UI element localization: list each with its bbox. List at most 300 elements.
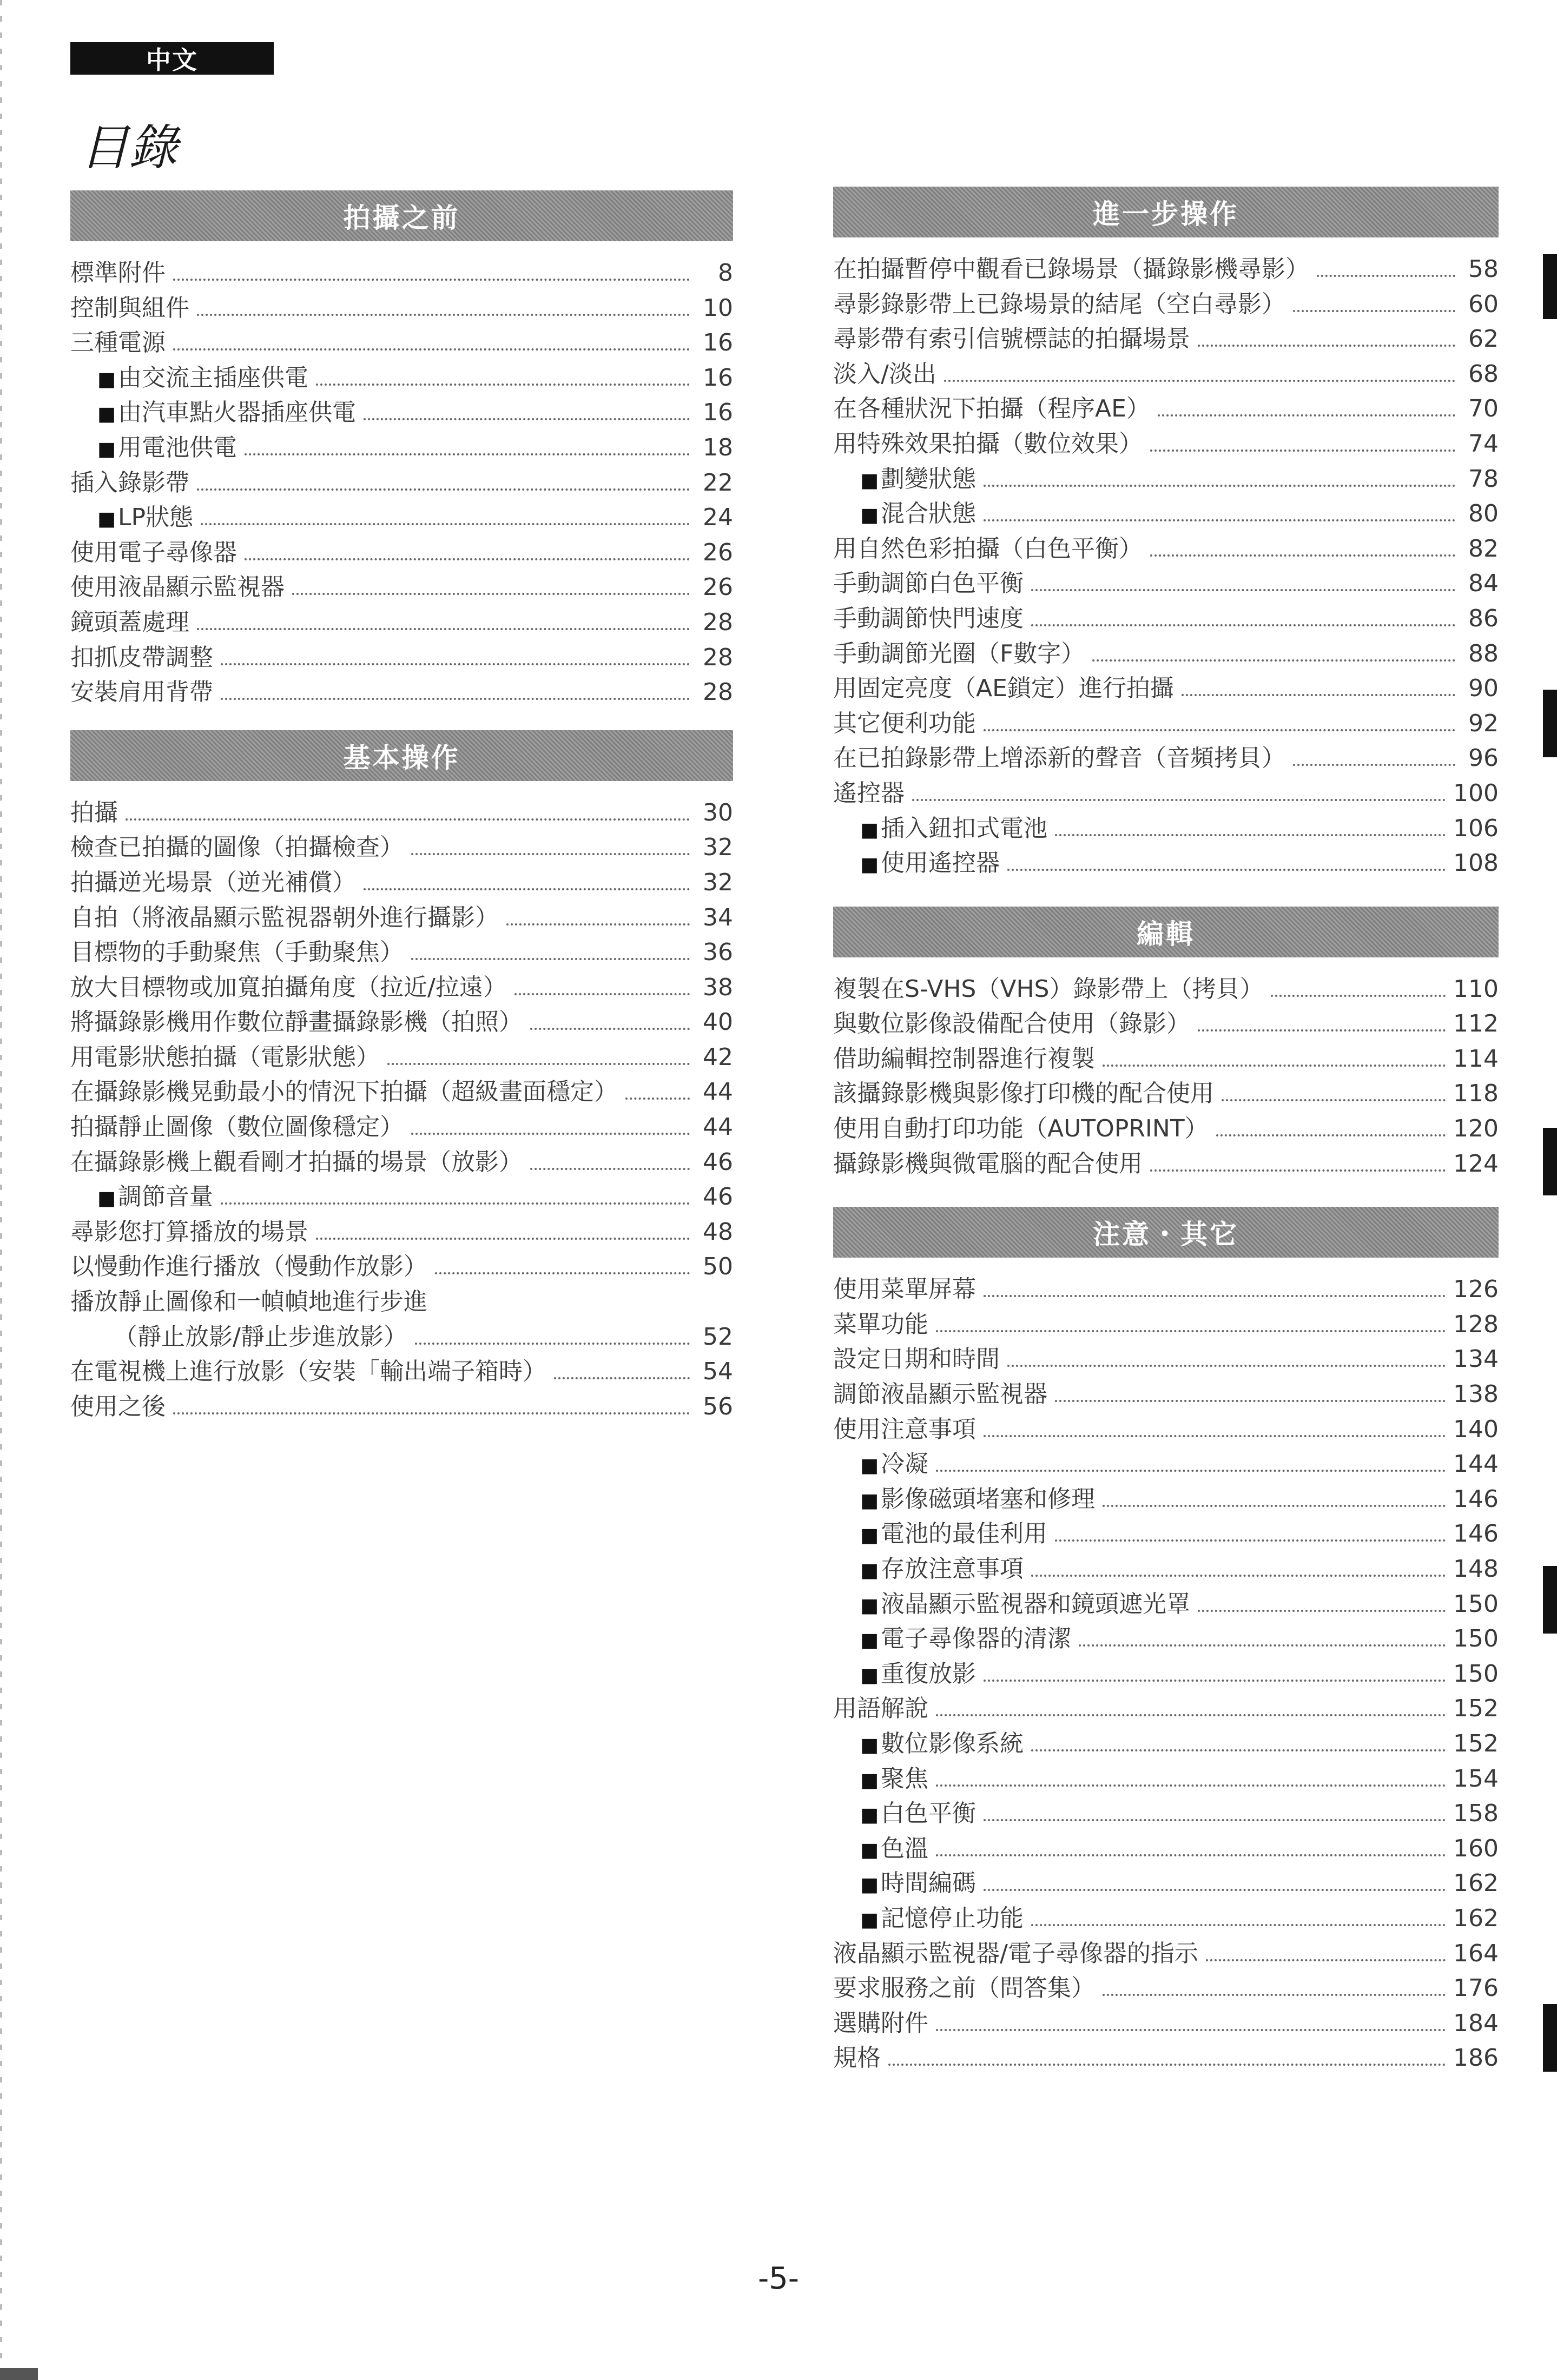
toc-entry[interactable] [833,1039,1499,1074]
dot-leader [1031,589,1455,591]
toc-entry[interactable] [833,1305,1499,1340]
dot-leader [1198,345,1455,347]
toc-entry-label: 手動調節光圈（F數字） [833,639,1085,667]
toc-entry-page: 126 [1453,1275,1499,1304]
toc-entry[interactable] [833,1270,1499,1305]
toc-entry-page: 28 [703,643,733,671]
dot-leader [364,888,690,890]
section-heading: 注意・其它 [833,1207,1499,1258]
dot-leader [554,1377,690,1379]
toc-entry-label: 在攝錄影機晃動最小的情況下拍攝（超級畫面穩定） [70,1078,618,1106]
dot-leader [364,418,690,420]
toc-entry-page: 96 [1468,744,1499,772]
toc-entry[interactable] [70,567,733,603]
toc-entry[interactable] [70,1107,733,1142]
toc-entry-label: （靜止放影/靜止步進放影） [114,1323,407,1351]
dot-leader [1150,1169,1446,1172]
toc-entry[interactable] [833,738,1499,774]
toc-entry[interactable] [70,898,733,933]
toc-entry[interactable] [833,969,1499,1004]
toc-entry[interactable] [833,1863,1499,1899]
dot-leader [1055,1400,1446,1402]
dot-leader [221,1202,690,1205]
toc-entry[interactable] [70,393,733,428]
square-bullet-icon: ■ [860,1594,879,1617]
toc-entry-label: 拍攝逆光場景（逆光補償） [70,868,356,896]
dot-leader [1103,1065,1446,1067]
toc-entry-label: 拍攝 [70,798,118,827]
toc-entry[interactable] [833,1759,1499,1794]
toc-entry[interactable] [833,249,1499,285]
toc-entry-page: 10 [703,294,733,322]
toc-entry-page: 74 [1468,429,1499,458]
toc-entry-page: 56 [703,1392,733,1420]
toc-entry-label: 尋影您打算播放的場景 [70,1218,308,1246]
dot-leader [984,1819,1446,1821]
toc-entry-page: 100 [1453,779,1499,807]
toc-entry[interactable] [833,285,1499,320]
toc-entry[interactable] [833,1479,1499,1515]
toc-entry[interactable] [833,1109,1499,1144]
toc-entry-label: 液晶顯示監視器和鏡頭遮光罩 [881,1590,1191,1618]
toc-entry[interactable] [833,1374,1499,1410]
toc-entry-page: 162 [1453,1869,1499,1898]
dot-leader [984,519,1455,521]
toc-entry-label: 淡入/淡出 [833,360,936,388]
dot-leader [435,1272,690,1274]
toc-entry-label: 使用注意事項 [833,1415,976,1443]
toc-entry[interactable] [833,634,1499,669]
toc-entry-label: 液晶顯示監視器/電子尋像器的指示 [833,1939,1198,1967]
toc-entry-page: 152 [1453,1695,1499,1723]
square-bullet-icon: ■ [860,1839,879,1861]
dot-leader [1092,659,1455,662]
toc-entry-page: 146 [1453,1485,1499,1513]
thumb-index-mark [1543,2004,1557,2072]
square-bullet-icon: ■ [860,1629,879,1652]
toc-entry-label: 尋影帶有索引信號標誌的拍攝場景 [833,325,1190,353]
toc-entry-label: 使用菜單屏幕 [833,1275,976,1304]
toc-entry[interactable] [833,2004,1499,2039]
toc-entry-label: 混合狀態 [881,500,977,528]
square-bullet-icon: ■ [860,469,879,492]
toc-entry-page: 38 [703,973,733,1001]
toc-entry-label: 在電視機上進行放影（安裝「輸出端子箱時） [70,1358,546,1386]
toc-entry[interactable] [70,1142,733,1178]
toc-entry-label: 自拍（將液晶顯示監視器朝外進行攝影） [70,903,499,931]
square-bullet-icon: ■ [97,403,116,426]
scan-edge-marks [0,0,2,2380]
toc-entry-page: 88 [1468,639,1499,667]
toc-entry[interactable] [833,774,1499,809]
toc-entry-label: 劃變狀態 [881,465,977,493]
dot-leader [984,729,1455,731]
toc-entry-page: 152 [1453,1729,1499,1757]
dot-leader [530,1168,690,1170]
toc-entry-page: 108 [1453,849,1499,877]
dot-leader [197,488,690,491]
toc-entry-page: 150 [1453,1590,1499,1618]
toc-entry[interactable] [833,389,1499,424]
square-bullet-icon: ■ [860,818,879,841]
dot-leader [936,1714,1446,1716]
toc-entry-label: 扣抓皮帶調整 [70,643,213,671]
toc-entry[interactable] [833,704,1499,739]
toc-entry-label: 在已拍錄影帶上增添新的聲音（音頻拷貝） [833,744,1285,772]
toc-entry-page: 150 [1453,1625,1499,1653]
thumb-index-mark [1543,1128,1557,1195]
dot-leader [1317,275,1455,277]
toc-entry-page: 62 [1468,325,1499,353]
toc-entry-page: 54 [703,1358,733,1386]
language-tab: 中文 [70,42,274,75]
toc-entry-page: 16 [703,363,733,392]
toc-entry-page: 128 [1453,1310,1499,1338]
section-heading: 編輯 [833,907,1499,957]
toc-entry-label: 在拍攝暫停中觀看已錄場景（攝錄影機尋影） [833,255,1309,283]
dot-leader [1150,554,1455,557]
square-bullet-icon: ■ [860,1804,879,1827]
toc-entry-label: 調節音量 [118,1183,214,1211]
toc-entry-label: 色溫 [881,1834,929,1862]
dot-leader [411,958,690,960]
toc-right-column [833,187,1499,2073]
toc-entry-page: 46 [703,1148,733,1176]
toc-entry-label: 在各種狀況下拍攝（程序AE） [833,395,1150,423]
toc-entry[interactable] [833,459,1499,494]
dot-leader [1031,1924,1446,1926]
toc-entry-page: 164 [1453,1939,1499,1967]
dot-leader [936,1784,1446,1787]
toc-entry-page: 16 [703,329,733,357]
toc-entry-label: 由交流主插座供電 [118,363,309,392]
dot-leader [173,279,690,281]
dot-leader [415,1343,690,1345]
toc-entry[interactable] [70,672,733,708]
toc-entry-label: 插入鈕扣式電池 [881,814,1048,842]
toc-entry-page: 48 [703,1218,733,1246]
toc-entry-label: 用語解說 [833,1695,928,1723]
toc-entry[interactable] [833,319,1499,354]
toc-entry-page: 82 [1468,534,1499,563]
toc-entry[interactable] [833,1549,1499,1584]
toc-entry-label: 規格 [833,2044,881,2072]
toc-entry-label: 三種電源 [70,329,166,357]
square-bullet-icon: ■ [860,1489,879,1512]
dot-leader [221,698,690,700]
toc-entry-label: 用特殊效果拍攝（數位效果） [833,429,1143,458]
toc-entry-page: 40 [703,1008,733,1036]
dot-leader [506,923,690,925]
dot-leader [221,663,690,665]
dot-leader [245,453,690,455]
dot-leader [1293,310,1455,312]
toc-entry[interactable] [833,1144,1499,1179]
toc-entry-page: 86 [1468,604,1499,632]
square-bullet-icon: ■ [860,1769,879,1791]
toc-entry-page: 150 [1453,1660,1499,1688]
dot-leader [1198,1029,1446,1032]
toc-entry[interactable] [70,1212,733,1247]
toc-entry[interactable] [70,1282,733,1317]
toc-entry-label: 播放靜止圖像和一幀幀地進行步進 [70,1288,427,1316]
toc-entry[interactable] [70,863,733,898]
toc-entry[interactable] [833,1004,1499,1039]
toc-entry[interactable] [833,1724,1499,1759]
toc-entry-label: 白色平衡 [881,1800,977,1828]
toc-entry[interactable] [70,1002,733,1037]
square-bullet-icon: ■ [860,1559,879,1582]
toc-entry-page: 32 [703,834,733,862]
dot-leader [1103,1994,1446,1996]
toc-entry[interactable] [70,793,733,828]
toc-entry-page: 50 [703,1253,733,1281]
toc-entry-page: 8 [718,259,733,287]
toc-entry[interactable] [833,809,1499,844]
dot-leader [197,628,690,630]
corner-mark [0,2368,38,2380]
toc-entry-page: 118 [1453,1080,1499,1108]
toc-entry[interactable] [833,599,1499,634]
toc-entry-page: 84 [1468,570,1499,598]
toc-entry-label: 手動調節白色平衡 [833,570,1024,598]
square-bullet-icon: ■ [860,1734,879,1756]
section-heading: 進一步操作 [833,187,1499,237]
toc-entry-label: 使用之後 [70,1392,166,1420]
toc-entry-page: 154 [1453,1764,1499,1793]
dot-leader [1031,1575,1446,1577]
toc-entry-page: 44 [703,1078,733,1106]
toc-entry-label: 使用液晶顯示監視器 [70,573,285,601]
toc-entry[interactable] [70,828,733,863]
dot-leader [197,314,690,316]
toc-left-column [70,190,733,1422]
square-bullet-icon: ■ [97,1187,116,1210]
dot-leader [1293,764,1455,766]
toc-entry-page: 124 [1453,1149,1499,1178]
toc-entry[interactable] [70,638,733,673]
toc-entry-page: 110 [1453,975,1499,1003]
toc-entry[interactable] [833,1829,1499,1864]
toc-entry-page: 60 [1468,290,1499,318]
toc-entry-page: 144 [1453,1450,1499,1478]
toc-entry-label: 要求服務之前（問答集） [833,1974,1095,2002]
toc-entry[interactable] [833,529,1499,564]
toc-entry[interactable] [833,354,1499,389]
square-bullet-icon: ■ [97,438,116,460]
toc-entry-page: 134 [1453,1345,1499,1373]
toc-entry[interactable] [833,494,1499,529]
toc-entry-page: 30 [703,798,733,827]
toc-entry-page: 148 [1453,1555,1499,1583]
toc-entry-page: 46 [703,1183,733,1211]
toc-entry-page: 42 [703,1043,733,1071]
toc-entry-label: 借助編輯控制器進行複製 [833,1044,1095,1073]
dot-leader [173,348,690,351]
toc-entry-page: 16 [703,399,733,427]
dot-leader [888,2064,1446,2066]
dot-leader [530,1028,690,1030]
toc-entry-page: 44 [703,1113,733,1141]
toc-entry-label: 電池的最佳利用 [881,1520,1048,1548]
toc-entry-page: 160 [1453,1834,1499,1862]
page-title: 目錄 [80,120,177,176]
toc-entry-page: 34 [703,903,733,931]
toc-entry-page: 70 [1468,395,1499,423]
dot-leader [1222,1099,1446,1101]
dot-leader [1198,1610,1446,1612]
section-heading: 基本操作 [70,730,733,781]
toc-entry[interactable] [70,933,733,968]
toc-entry-label: 電子尋像器的清潔 [881,1625,1072,1653]
toc-entry[interactable] [833,1074,1499,1109]
dot-leader [944,380,1455,382]
dot-leader [1271,995,1446,997]
toc-entry[interactable] [70,1247,733,1282]
toc-entry-page: 68 [1468,360,1499,388]
square-bullet-icon: ■ [860,1874,879,1896]
toc-entry-label: 數位影像系統 [881,1729,1024,1757]
toc-entry[interactable] [833,1619,1499,1654]
toc-entry[interactable] [833,1794,1499,1829]
toc-entry[interactable] [70,1387,733,1422]
toc-entry-label: 重復放影 [881,1660,977,1688]
dot-leader [1103,1505,1446,1507]
toc-entry-label: 使用遙控器 [881,849,1000,877]
toc-entry-page: 146 [1453,1520,1499,1548]
toc-entry-label: 複製在S-VHS（VHS）錄影帶上（拷貝） [833,975,1264,1003]
toc-entry-page: 28 [703,608,733,636]
toc-entry-label: 設定日期和時間 [833,1345,1000,1373]
dot-leader [411,853,690,855]
thumb-index-mark [1543,254,1557,319]
toc-entry[interactable] [833,1899,1499,1934]
toc-entry[interactable] [833,1968,1499,2004]
dot-leader [1158,414,1455,416]
toc-entry-page: 162 [1453,1904,1499,1932]
toc-entry[interactable] [833,1339,1499,1374]
toc-entry[interactable] [70,1072,733,1107]
toc-entry[interactable] [833,2038,1499,2073]
dot-leader [411,1133,690,1135]
toc-entry-label: 尋影錄影帶上已錄場景的結尾（空白尋影） [833,290,1285,318]
toc-entry-page: 140 [1453,1415,1499,1443]
dot-leader [1182,694,1455,696]
dot-leader [1079,1644,1446,1647]
dot-leader [1055,1539,1446,1542]
toc-entry-label: 在攝錄影機上觀看剛才拍攝的場景（放影） [70,1148,523,1176]
dot-leader [984,1680,1446,1682]
toc-entry[interactable] [833,1689,1499,1724]
toc-entry-page: 138 [1453,1380,1499,1409]
toc-entry-label: 聚焦 [881,1764,929,1793]
dot-leader [245,558,690,560]
dot-leader [173,1412,690,1414]
toc-entry-label: 選購附件 [833,2009,928,2037]
toc-entry[interactable] [70,968,733,1003]
dot-leader [292,593,690,595]
square-bullet-icon: ■ [97,508,116,531]
toc-entry-page: 26 [703,573,733,601]
toc-entry[interactable] [70,498,733,533]
toc-entry-page: 184 [1453,2009,1499,2037]
toc-entry[interactable] [833,669,1499,704]
toc-entry[interactable] [833,1444,1499,1479]
toc-entry[interactable] [833,1934,1499,1969]
dot-leader [1031,1749,1446,1751]
toc-entry[interactable] [70,323,733,358]
toc-entry-page: 18 [703,433,733,461]
toc-entry[interactable] [70,1352,733,1387]
toc-entry-label: 用電影狀態拍攝（電影狀態） [70,1043,380,1071]
toc-entry-label: 攝錄影機與微電腦的配合使用 [833,1149,1143,1178]
toc-entry-page: 112 [1453,1010,1499,1038]
toc-entry-label: 影像磁頭堵塞和修理 [881,1485,1096,1513]
toc-entry[interactable] [833,1410,1499,1445]
toc-entry[interactable] [70,358,733,393]
toc-entry-label: 目標物的手動聚焦（手動聚焦） [70,938,404,967]
square-bullet-icon: ■ [97,368,116,391]
toc-entry[interactable] [70,288,733,323]
toc-entry-page: 26 [703,538,733,566]
toc-entry-label: 菜單功能 [833,1310,928,1338]
dot-leader [201,523,690,525]
toc-entry-label: 遙控器 [833,779,905,807]
square-bullet-icon: ■ [860,504,879,527]
toc-entry-page: 24 [703,504,733,532]
toc-entry[interactable] [833,1584,1499,1619]
toc-entry[interactable] [70,1177,733,1212]
dot-leader [1031,624,1455,626]
toc-entry-label: 插入錄影帶 [70,468,189,497]
page-number: -5- [757,2261,800,2296]
toc-entry[interactable] [833,564,1499,599]
dot-leader [936,1854,1446,1856]
toc-entry-page: 90 [1468,675,1499,703]
toc-entry[interactable] [833,424,1499,459]
toc-entry-label: 用自然色彩拍攝（白色平衡） [833,534,1143,563]
toc-entry-page: 36 [703,938,733,967]
toc-entry[interactable] [70,533,733,568]
toc-entry-label: 其它便利功能 [833,709,976,737]
toc-entry-page: 106 [1453,814,1499,842]
toc-entry-label: 與數位影像設備配合使用（錄影） [833,1010,1190,1038]
toc-entry[interactable] [70,1317,733,1352]
dot-leader [625,1098,690,1100]
toc-entry-label: 使用電子尋像器 [70,538,237,566]
dot-leader [126,818,690,821]
dot-leader [316,1238,690,1240]
dot-leader [1150,449,1455,452]
toc-entry-label: 記憶停止功能 [881,1904,1024,1932]
toc-entry-label: 該攝錄影機與影像打印機的配合使用 [833,1080,1214,1108]
dot-leader [984,1295,1446,1297]
toc-entry[interactable] [833,1514,1499,1549]
square-bullet-icon: ■ [860,854,879,876]
toc-entry[interactable] [70,603,733,638]
toc-entry[interactable] [70,253,733,288]
toc-entry[interactable] [70,428,733,463]
toc-entry[interactable] [70,463,733,498]
toc-entry-label: 控制與組件 [70,294,189,322]
toc-entry[interactable] [833,843,1499,878]
toc-entry-page: 120 [1453,1115,1499,1143]
toc-entry-label: 以慢動作進行播放（慢動作放影） [70,1253,427,1281]
toc-entry[interactable] [833,1654,1499,1689]
dot-leader [514,993,690,995]
toc-entry[interactable] [70,1037,733,1073]
toc-entry-label: 安裝肩用背帶 [70,678,213,706]
